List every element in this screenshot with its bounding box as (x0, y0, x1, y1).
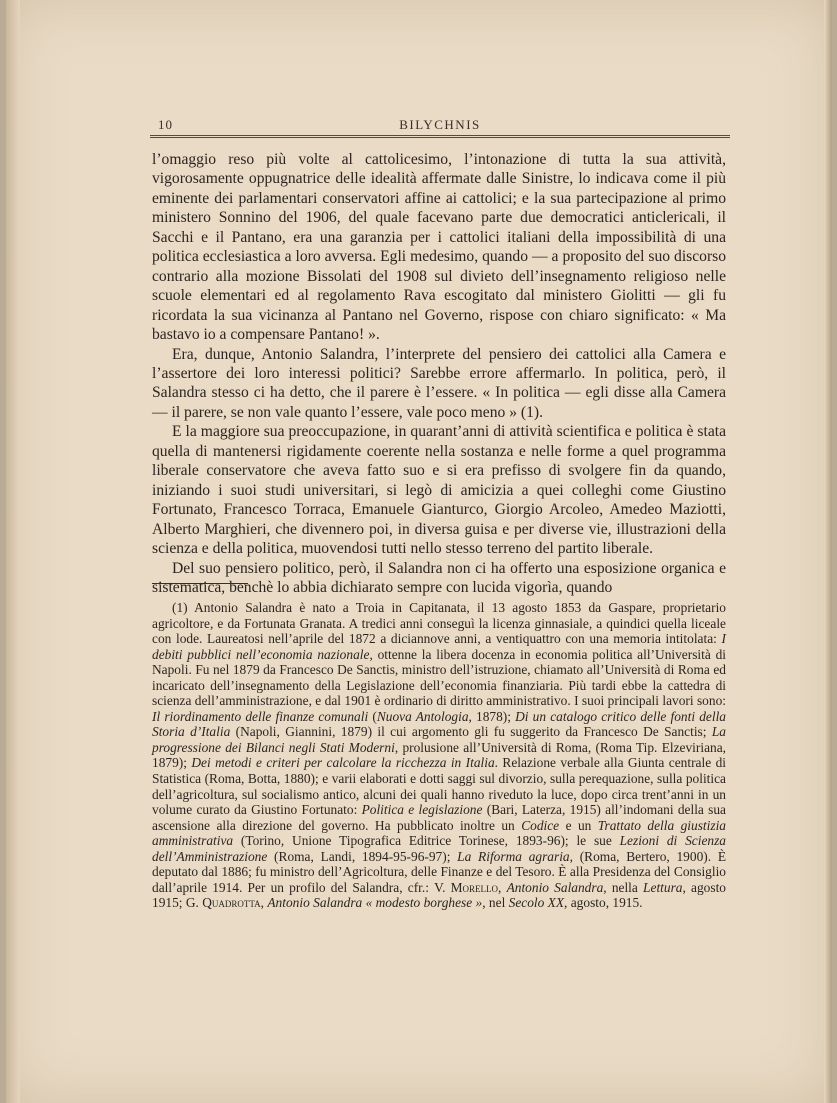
footnote-title: Antonio Salandra « modesto borghese » (267, 895, 483, 911)
footnote-title: Nuova Antologia (376, 708, 469, 724)
footnote-title: La progressione dei Bilanci negli Stati Moderni (152, 724, 726, 755)
page-binding-edge (6, 0, 20, 1103)
paragraph: l’omaggio reso più volte al cattolicesimo, l’intonazione di tutta la sua attività, vigorosamente oppugnatrice delle idealità affermate dalle Sinistre, lo indicava come il più eminente dei parlamentari conservatori affine ai cattolici; e la sua partecipazione al primo ministero Sonnino del 1906, del quale facevano parte due democratici anticlericali, il Sacchi e il Pantano, era una garanzia per i cattolici italiani della impossibilità di una politica ecclesiastica a loro avversa. Egli medesimo, quando — a proposito del suo discorso contrario alla mozione Bissolati del 1908 sul divieto dell’insegnamento religioso nelle scuole elementari ed al regolamento Rava escogitato dal ministero Giolitti — gli fu ricordata la sua vicinanza al Pantano nel Governo, rispose con chiaro significato: « Ma bastavo io a compensare Pantano! ». (152, 151, 726, 344)
footnote-segment: , nel (482, 895, 509, 911)
page-number: 10 (158, 117, 173, 132)
footnote-segment: , (260, 895, 268, 911)
footnote-title: Antonio Salandra (506, 879, 604, 895)
footnote-segment: , (Roma, Bertero, 1900). È deputato dal 1886; fu ministro dell’Agricoltura, delle Finanze e del Tesoro. È alla Presidenza del Consiglio dall’aprile 1914. Per un profilo del Salandra, cfr.: (152, 848, 726, 895)
footnote-segment: (Bari, Laterza, 1915) all’indomani della sua ascensione alla direzione del governo. Ha pubblicato inoltre un (152, 802, 726, 833)
footnote-segment: , agosto 1915; (152, 879, 726, 911)
footnote-segment: , prolusione all’Università di Roma, (Roma Tip. Elzeviriana, 1879); (152, 739, 726, 771)
paragraph: Del suo pensiero politico, però, il Salandra non ci ha offerto una esposizione organica e sistematica, benchè lo abbia dichiarato sempre con lucida vigorìa, quando (152, 559, 726, 596)
footnote-author: V. Morello (434, 879, 499, 895)
footnote-title: Di un catalogo critico delle fonti della Storia d’Italia (152, 708, 726, 740)
footnote-segment: (1) Antonio Salandra è nato a Troia in Capitanata, il 13 agosto 1853 da Gaspare, proprietario agricoltore, e da Fortunata Granata. A tredici anni conseguì la licenza ginnasiale, a quindici quella liceale con lode. Laureatosi nell’aprile del 1872 a diciannove anni, a ventiquattro con una memoria intitolata: (152, 600, 726, 647)
running-header (150, 115, 730, 135)
footnote-title: Il riordinamento delle finanze comunali (152, 708, 369, 724)
running-title: BILYCHNIS (399, 117, 481, 132)
footnote-segment: (Torino, Unione Tipografica Editrice Torinese, 1893-96); le sue (233, 833, 620, 849)
footnote-title: I debiti pubblici nell’economia nazionale (152, 631, 726, 662)
footnote-text (152, 600, 726, 911)
footnote-segment: , agosto, 1915. (564, 895, 643, 911)
footnote-title: Lettura (643, 879, 683, 895)
footnote-segment: (Napoli, Giannini, 1879) il cui argomento gli fu suggerito da Francesco De Sanctis; (230, 724, 712, 740)
paragraph: E la maggiore sua preoccupazione, in quarant’anni di attività scientifica e politica è stata quella di mantenersi rigidamente coerente nella sostanza e nelle forme a quel programma liberale conservatore che aveva fatto suo e si era prefisso di svolgere fin da quando, iniziando i suoi studi universitari, si legò di amicizia a quei colleghi come Giustino Fortunato, Francesco Torraca, Emanuele Gianturco, Giorgio Arcoleo, Amedeo Maziotti, Alberto Marghieri, che divennero poi, in diversa guisa e per diverse vie, illustrazioni della scienza e della politica, muovendosi tutti nello stesso terreno del partito liberale. (152, 423, 726, 558)
footnote-rule (152, 583, 248, 584)
paragraph: Era, dunque, Antonio Salandra, l’interprete del pensiero dei cattolici alla Camera e l’assertore dei loro interessi politici? Sarebbe errore affermarlo. In politica, però, il Salandra stesso ci ha detto, che il parere è l’essere. « In politica — egli disse alla Camera — il parere, se non vale quanto l’essere, vale poco meno » (1). (152, 345, 726, 421)
footnote-segment: e un (559, 817, 598, 833)
footnote (152, 600, 726, 911)
footnote-segment: , (498, 879, 507, 895)
footnote-title: Secolo XX (508, 895, 565, 911)
header-rule (150, 135, 730, 138)
main-text (152, 150, 726, 597)
footnote-title: Lezioni di Scienza dell’Amministrazione (152, 833, 726, 864)
footnote-segment: , ottenne la libera docenza in economia politica all’Università di Napoli. Fu nel 1879 da Francesco De Sanctis, ministro dell’istruzione, chiamato all’Università di Roma ed incaricato dell’insegnamento della Legislazione dell’economia finanziaria. Più tardi ebbe la cattedra di scienza dell’amministrazione, e dal 1901 è ordinario di diritto amministrativo. I suoi principali lavori sono: (152, 646, 727, 709)
footnote-title: Trattato della giustizia amministrativa (152, 817, 726, 849)
footnote-title: Codice (521, 817, 560, 833)
footnote-segment: ( (368, 708, 377, 724)
footnote-title: La Riforma agraria (457, 848, 570, 864)
footnote-author: G. Quadrotta (185, 895, 261, 911)
footnote-title: Dei metodi e criteri per calcolare la ricchezza in Italia (191, 755, 495, 771)
footnote-segment: , 1878); (468, 708, 516, 724)
page-fore-edge (824, 0, 832, 1103)
footnote-segment: . Relazione verbale alla Giunta centrale di Statistica (Roma, Botta, 1880); e varii elaborati e dotti saggi sul divorzio, sulla perequazione, sulla politica dell’agricoltura, sul socialismo antico, alcuni dei quali hanno riveduto la luce, dopo circa trent’anni in un volume curato da Giustino Fortunato: (152, 755, 726, 818)
footnote-segment: , nella (603, 879, 644, 895)
footnote-title: Politica e legislazione (361, 802, 483, 818)
footnote-segment: (Roma, Landi, 1894-95-96-97); (267, 848, 458, 864)
